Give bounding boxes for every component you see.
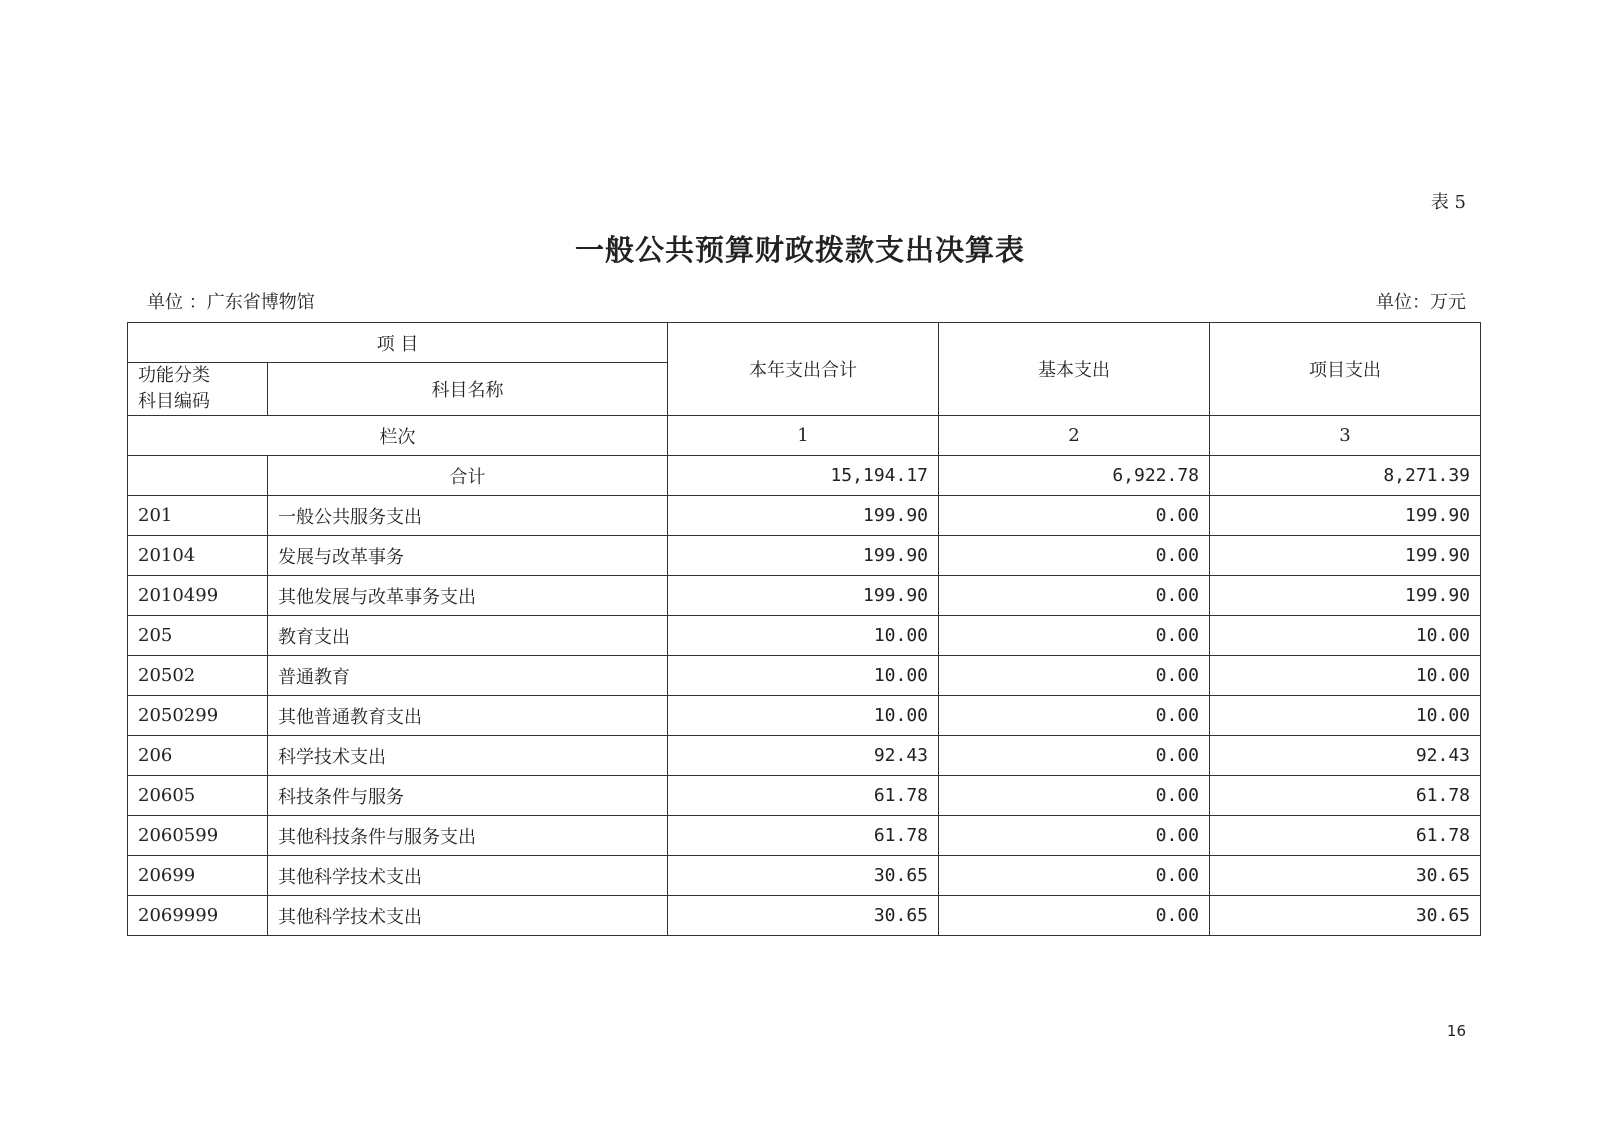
total-code [128,456,268,496]
row-name: 其他发展与改革事务支出 [268,576,668,616]
row-value-project: 30.65 [1210,896,1481,936]
row-value-project: 10.00 [1210,696,1481,736]
row-value-total: 10.00 [668,696,939,736]
row-value-total: 199.90 [668,536,939,576]
reporting-unit: 单位 ：广东省博物馆 [147,292,315,313]
table-row [128,896,1481,936]
row-code: 2060599 [128,816,268,856]
row-name: 发展与改革事务 [268,536,668,576]
row-code: 2050299 [128,696,268,736]
total-value-2: 6,922.78 [939,456,1210,496]
row-value-total: 30.65 [668,856,939,896]
currency-unit: 单位：万元 [1376,292,1466,313]
row-value-basic: 0.00 [939,816,1210,856]
table-row [128,816,1481,856]
row-name: 其他科学技术支出 [268,896,668,936]
row-value-total: 30.65 [668,896,939,936]
column-index-label: 栏次 [128,416,668,456]
header-code-line1: 功能分类 [138,365,210,386]
table-number: 表 5 [1430,192,1466,213]
page-title: 一般公共预算财政拨款支出决算表 [574,233,1025,267]
row-code: 20104 [128,536,268,576]
row-name: 科技条件与服务 [268,776,668,816]
total-value-3: 8,271.39 [1210,456,1481,496]
header-code-line2: 科目编码 [138,391,210,412]
row-name: 其他科学技术支出 [268,856,668,896]
row-value-total: 199.90 [668,496,939,536]
row-name: 其他科技条件与服务支出 [268,816,668,856]
row-value-project: 199.90 [1210,496,1481,536]
header-row-top [128,323,1481,363]
header-col-basic: 基本支出 [939,323,1210,416]
table-row [128,736,1481,776]
header-col-total: 本年支出合计 [668,323,939,416]
row-value-basic: 0.00 [939,496,1210,536]
row-code: 20699 [128,856,268,896]
row-code: 201 [128,496,268,536]
table-row [128,616,1481,656]
table-row [128,536,1481,576]
budget-table [127,322,1481,936]
table-header [128,323,1481,496]
row-value-project: 30.65 [1210,856,1481,896]
row-value-basic: 0.00 [939,856,1210,896]
row-value-project: 199.90 [1210,576,1481,616]
row-value-total: 92.43 [668,736,939,776]
row-code: 206 [128,736,268,776]
row-name: 普通教育 [268,656,668,696]
row-name: 一般公共服务支出 [268,496,668,536]
row-value-basic: 0.00 [939,696,1210,736]
row-value-total: 61.78 [668,816,939,856]
row-value-total: 199.90 [668,576,939,616]
row-value-project: 10.00 [1210,616,1481,656]
row-value-basic: 0.00 [939,576,1210,616]
row-value-project: 10.00 [1210,656,1481,696]
row-value-total: 10.00 [668,616,939,656]
row-name: 教育支出 [268,616,668,656]
header-item-label: 项 目 [376,333,419,355]
row-value-project: 61.78 [1210,776,1481,816]
total-value-1: 15,194.17 [668,456,939,496]
table-row [128,576,1481,616]
table-body [128,496,1481,936]
table-row [128,856,1481,896]
header-code [128,363,268,416]
row-value-project: 92.43 [1210,736,1481,776]
column-index-2: 2 [939,416,1210,456]
column-index-1: 1 [668,416,939,456]
row-value-basic: 0.00 [939,536,1210,576]
row-code: 20605 [128,776,268,816]
column-index-3: 3 [1210,416,1481,456]
row-value-basic: 0.00 [939,896,1210,936]
row-value-basic: 0.00 [939,776,1210,816]
page-number: 16 [1446,1022,1466,1040]
row-name: 其他普通教育支出 [268,696,668,736]
row-value-project: 199.90 [1210,536,1481,576]
row-value-project: 61.78 [1210,816,1481,856]
row-code: 2069999 [128,896,268,936]
column-index-row [128,416,1481,456]
row-code: 205 [128,616,268,656]
table-row [128,496,1481,536]
row-name: 科学技术支出 [268,736,668,776]
row-value-total: 10.00 [668,656,939,696]
header-item [128,323,668,363]
table-row [128,776,1481,816]
row-value-basic: 0.00 [939,736,1210,776]
row-code: 20502 [128,656,268,696]
row-value-total: 61.78 [668,776,939,816]
header-name: 科目名称 [268,363,668,416]
total-label: 合计 [268,456,668,496]
total-row [128,456,1481,496]
table-row [128,656,1481,696]
row-value-basic: 0.00 [939,656,1210,696]
table-row [128,696,1481,736]
row-code: 2010499 [128,576,268,616]
row-value-basic: 0.00 [939,616,1210,656]
header-col-project: 项目支出 [1210,323,1481,416]
